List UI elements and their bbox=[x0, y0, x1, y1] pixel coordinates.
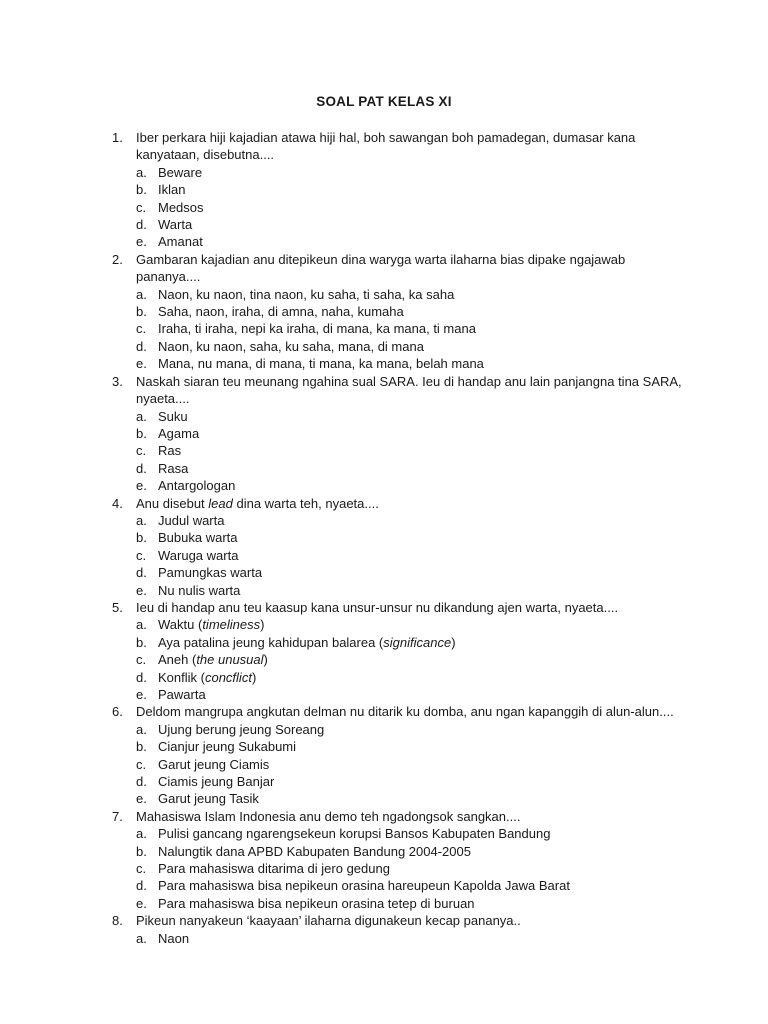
question-number: 4. bbox=[112, 495, 123, 511]
option-e bbox=[136, 355, 692, 372]
question-text: Naskah siaran teu meunang ngahina sual SARA. Ieu di handap anu lain panjangna tina SARA, nyaeta.... bbox=[136, 373, 682, 407]
question-text: Gambaran kajadian anu ditepikeun dina waryga warta ilaharna bias dipake ngajawab pananya.... bbox=[136, 251, 626, 285]
option-a bbox=[136, 164, 692, 181]
document-title: SOAL PAT KELAS XI bbox=[316, 94, 452, 109]
option-a bbox=[136, 408, 692, 425]
option-letter: c. bbox=[136, 321, 147, 337]
question-4 bbox=[112, 495, 692, 599]
option-letter: a. bbox=[136, 164, 147, 180]
option-text-italic: concflict bbox=[204, 669, 252, 685]
option-letter: c. bbox=[136, 861, 147, 877]
question-list bbox=[112, 129, 692, 947]
option-a bbox=[136, 825, 692, 842]
option-a bbox=[136, 616, 692, 633]
option-letter: a. bbox=[136, 826, 147, 842]
option-letter: c. bbox=[136, 756, 147, 772]
question-text: Pikeun nanyakeun ‘kaayaan’ ilaharna digunakeun kecap pananya.. bbox=[136, 913, 521, 929]
option-text: Beware bbox=[158, 164, 203, 180]
question-number: 2. bbox=[112, 251, 123, 267]
option-e bbox=[136, 895, 692, 912]
option-text: Waruga warta bbox=[158, 547, 239, 563]
option-text: Nalungtik dana APBD Kabupaten Bandung 2004-2005 bbox=[158, 843, 471, 859]
option-d bbox=[136, 669, 692, 686]
option-letter: d. bbox=[136, 878, 147, 894]
option-text: Waktu ( bbox=[158, 617, 203, 633]
option-text: Ujung berung jeung Soreang bbox=[158, 721, 325, 737]
option-text: Bubuka warta bbox=[158, 530, 238, 546]
option-text-after: ) bbox=[451, 634, 456, 650]
option-text: Warta bbox=[158, 217, 193, 233]
option-letter: b. bbox=[136, 182, 147, 198]
option-text: Pulisi gancang ngarengsekeun korupsi Bansos Kabupaten Bandung bbox=[158, 826, 551, 842]
question-text: Deldom mangrupa angkutan delman nu ditarik ku domba, anu ngan kapanggih di alun-alun.... bbox=[136, 704, 674, 720]
option-a bbox=[136, 930, 692, 947]
option-letter: c. bbox=[136, 199, 147, 215]
option-letter: a. bbox=[136, 617, 147, 633]
option-d bbox=[136, 564, 692, 581]
option-text: Para mahasiswa ditarima di jero gedung bbox=[158, 861, 390, 877]
question-1 bbox=[112, 129, 692, 251]
option-text: Aneh ( bbox=[158, 652, 197, 668]
option-text: Pamungkas warta bbox=[158, 565, 263, 581]
option-list bbox=[136, 825, 692, 912]
option-b bbox=[136, 843, 692, 860]
option-list bbox=[136, 164, 692, 251]
option-letter: b. bbox=[136, 739, 147, 755]
option-text: Naon, ku naon, saha, ku saha, mana, di mana bbox=[158, 338, 424, 354]
option-letter: e. bbox=[136, 791, 147, 807]
question-number: 3. bbox=[112, 373, 123, 389]
question-number: 1. bbox=[112, 130, 123, 145]
option-list bbox=[136, 286, 692, 373]
option-a bbox=[136, 512, 692, 529]
option-letter: a. bbox=[136, 721, 147, 737]
option-letter: e. bbox=[136, 687, 147, 702]
option-list bbox=[136, 616, 692, 703]
question-8 bbox=[112, 912, 692, 947]
option-letter: b. bbox=[136, 634, 147, 650]
option-text: Konflik ( bbox=[158, 669, 205, 685]
option-text: Judul warta bbox=[158, 512, 225, 528]
option-letter: a. bbox=[136, 286, 147, 302]
option-a bbox=[136, 721, 692, 738]
option-d bbox=[136, 877, 692, 894]
option-text-italic: timeliness bbox=[202, 617, 261, 633]
option-c bbox=[136, 442, 692, 459]
option-letter: b. bbox=[136, 843, 147, 859]
option-text: Suku bbox=[158, 408, 188, 424]
option-letter: d. bbox=[136, 460, 147, 476]
option-text-after: ) bbox=[263, 652, 268, 668]
option-b bbox=[136, 529, 692, 546]
option-letter: c. bbox=[136, 547, 147, 563]
option-letter: d. bbox=[136, 217, 147, 233]
option-text-italic: the unusual bbox=[196, 652, 264, 668]
option-c bbox=[136, 860, 692, 877]
question-6 bbox=[112, 703, 692, 807]
option-text: Antargologan bbox=[158, 478, 236, 494]
question-text-part: Anu disebut bbox=[136, 495, 209, 511]
question-text-italic: lead bbox=[208, 495, 233, 511]
question-number: 8. bbox=[112, 913, 123, 929]
question-text bbox=[136, 495, 692, 512]
question-text-part: dina warta teh, nyaeta.... bbox=[232, 495, 379, 511]
option-list bbox=[136, 512, 692, 599]
question-text: Mahasiswa Islam Indonesia anu demo teh ngadongsok sangkan.... bbox=[136, 808, 521, 824]
option-letter: c. bbox=[136, 443, 147, 459]
question-text: Ieu di handap anu teu kaasup kana unsur-unsur nu dikandung ajen warta, nyaeta.... bbox=[136, 599, 619, 615]
option-letter: b. bbox=[136, 304, 147, 320]
option-text: Para mahasiswa bisa nepikeun orasina hareupeun Kapolda Jawa Barat bbox=[158, 878, 570, 894]
option-b bbox=[136, 634, 692, 651]
option-text: Amanat bbox=[158, 234, 203, 250]
option-text: Medsos bbox=[158, 199, 204, 215]
option-letter: a. bbox=[136, 512, 147, 528]
option-letter: b. bbox=[136, 530, 147, 546]
option-text: Ciamis jeung Banjar bbox=[158, 774, 275, 790]
option-e bbox=[136, 233, 692, 250]
option-text: Iklan bbox=[158, 182, 186, 198]
option-text: Rasa bbox=[158, 460, 189, 476]
option-text: Aya patalina jeung kahidupan balarea ( bbox=[158, 634, 384, 650]
option-list bbox=[136, 930, 692, 947]
option-d bbox=[136, 773, 692, 790]
option-text: Garut jeung Tasik bbox=[158, 791, 259, 807]
option-c bbox=[136, 756, 692, 773]
option-e bbox=[136, 477, 692, 494]
option-letter: e. bbox=[136, 582, 147, 598]
option-text: Naon, ku naon, tina naon, ku saha, ti saha, ka saha bbox=[158, 286, 455, 302]
option-letter: d. bbox=[136, 669, 147, 685]
question-5 bbox=[112, 599, 692, 703]
option-letter: e. bbox=[136, 356, 147, 372]
option-c bbox=[136, 199, 692, 216]
option-text: Garut jeung Ciamis bbox=[158, 756, 270, 772]
option-c bbox=[136, 320, 692, 337]
option-e bbox=[136, 582, 692, 599]
option-letter: a. bbox=[136, 930, 147, 946]
option-list bbox=[136, 408, 692, 495]
option-c bbox=[136, 651, 692, 668]
question-3 bbox=[112, 373, 692, 495]
option-b bbox=[136, 181, 692, 198]
option-letter: e. bbox=[136, 895, 147, 911]
option-text-italic: significance bbox=[383, 634, 452, 650]
option-e bbox=[136, 686, 692, 703]
option-d bbox=[136, 216, 692, 233]
option-text: Pawarta bbox=[158, 687, 206, 702]
question-7 bbox=[112, 808, 692, 912]
option-text: Ras bbox=[158, 443, 182, 459]
option-letter: e. bbox=[136, 478, 147, 494]
option-letter: c. bbox=[136, 652, 147, 668]
question-number: 6. bbox=[112, 704, 123, 720]
option-text: Saha, naon, iraha, di amna, naha, kumaha bbox=[158, 304, 404, 320]
option-b bbox=[136, 303, 692, 320]
option-a bbox=[136, 286, 692, 303]
option-text: Para mahasiswa bisa nepikeun orasina tetep di buruan bbox=[158, 895, 475, 911]
option-d bbox=[136, 460, 692, 477]
option-letter: e. bbox=[136, 234, 147, 250]
option-letter: d. bbox=[136, 565, 147, 581]
option-text-after: ) bbox=[251, 669, 257, 685]
option-letter: a. bbox=[136, 408, 147, 424]
option-text: Naon bbox=[158, 930, 190, 946]
option-letter: d. bbox=[136, 774, 147, 790]
question-number: 7. bbox=[112, 808, 123, 824]
option-c bbox=[136, 547, 692, 564]
option-text: Iraha, ti iraha, nepi ka iraha, di mana, ka mana, ti mana bbox=[158, 321, 476, 337]
question-2 bbox=[112, 251, 692, 373]
question-text: Iber perkara hiji kajadian atawa hiji hal, boh sawangan boh pamadegan, dumasar kana kanyataan, disebutna.... bbox=[136, 130, 636, 163]
question-number: 5. bbox=[112, 599, 123, 615]
option-list bbox=[136, 721, 692, 808]
option-d bbox=[136, 338, 692, 355]
option-text: Cianjur jeung Sukabumi bbox=[158, 739, 297, 755]
option-b bbox=[136, 738, 692, 755]
option-text: Agama bbox=[158, 425, 200, 441]
option-b bbox=[136, 425, 692, 442]
option-text: Mana, nu mana, di mana, ti mana, ka mana, belah mana bbox=[158, 356, 484, 372]
option-e bbox=[136, 790, 692, 807]
option-letter: d. bbox=[136, 338, 147, 354]
option-text: Nu nulis warta bbox=[158, 582, 241, 598]
option-letter: b. bbox=[136, 425, 147, 441]
option-text-after: ) bbox=[260, 617, 265, 633]
